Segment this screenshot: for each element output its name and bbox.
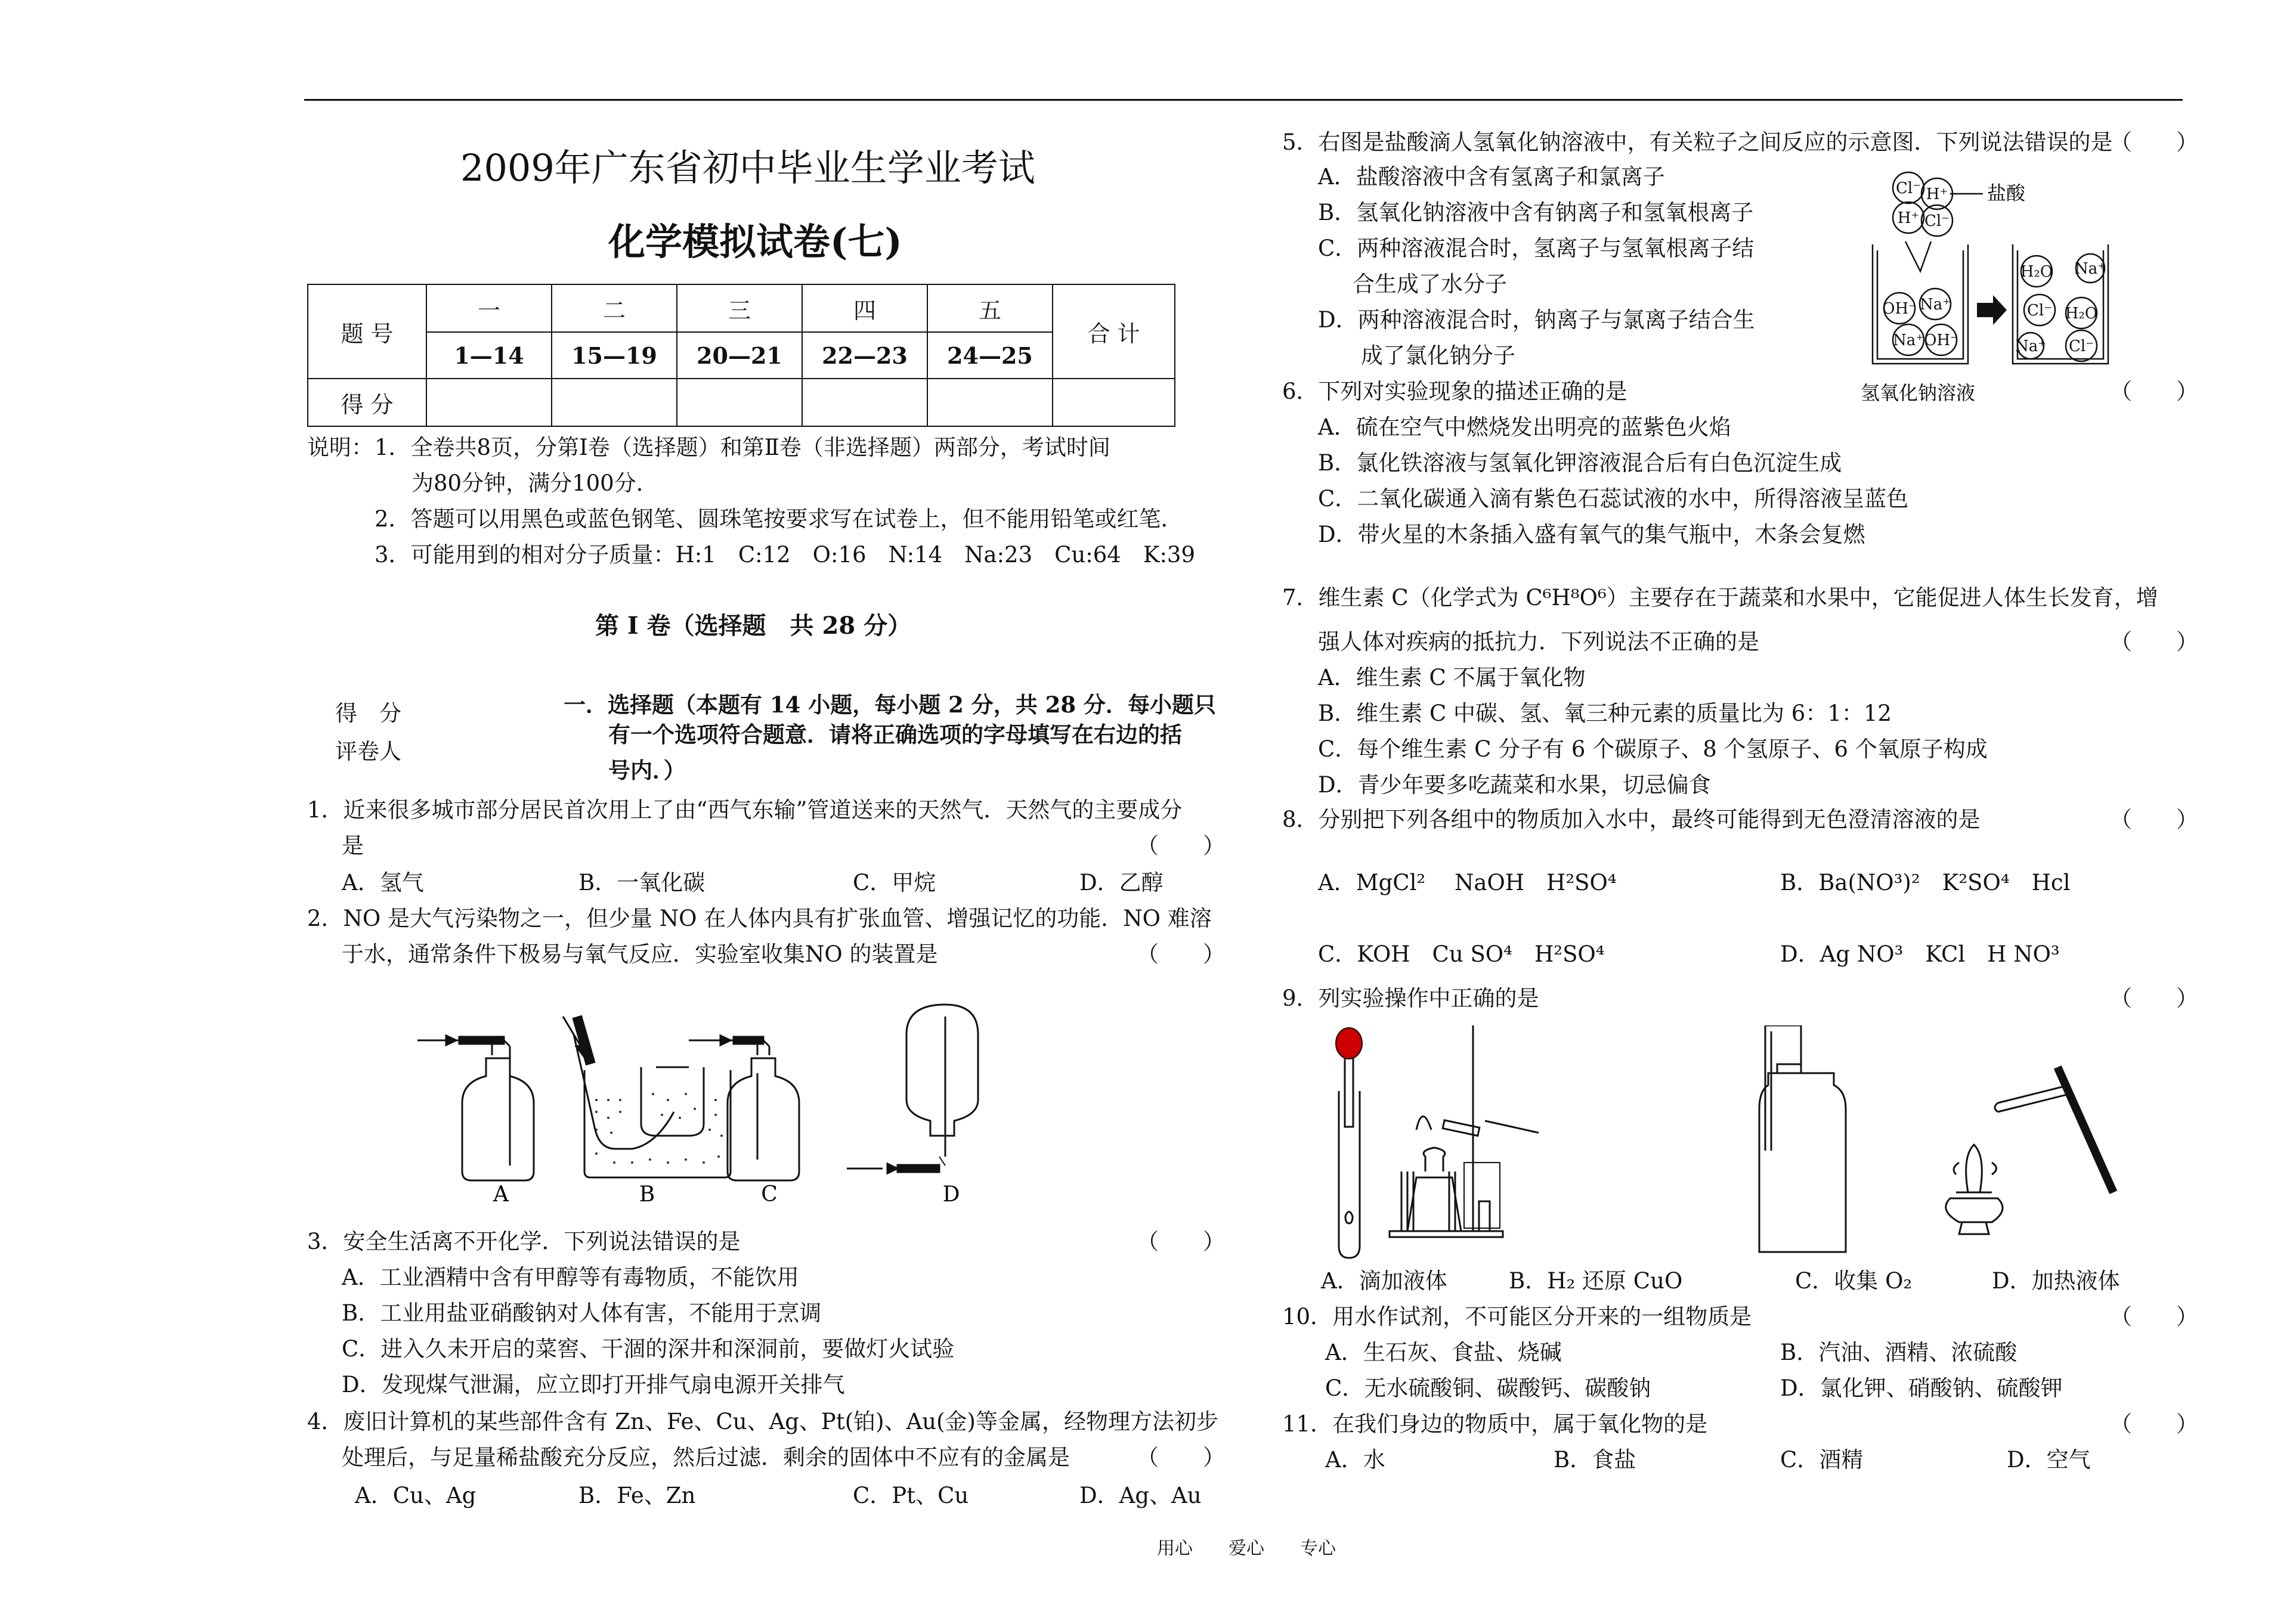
ion-label: Na⁺ [1920,296,1951,314]
question-5-option: D．两种溶液混合时，钠离子与氯离子结合生 [1318,307,1755,333]
answer-bracket[interactable]: （ ） [2110,985,2198,1011]
question-7-option: B．维生素 C 中碳、氢、氧三种元素的质量比为 6：1：12 [1318,701,1892,726]
ion-label: Na⁺ [1893,331,1924,349]
score-table-section: 四 [802,284,927,332]
question-11-option: C．酒精 [1780,1447,1864,1473]
score-table-section: 五 [927,284,1053,332]
answer-bracket[interactable]: （ ） [2110,807,2198,832]
question-3-option: B．工业用盐亚硝酸钠对人体有害，不能用于烹调 [342,1300,822,1326]
question-4-option: D．Ag、Au [1079,1483,1202,1508]
question-11-option: D．空气 [2007,1447,2091,1473]
question-7-stem: 7．维生素 C（化学式为 C⁶H⁸O⁶）主要存在于蔬菜和水果中，它能促进人体生长发育，增 [1282,585,2158,610]
question-3-option: C．进入久未开启的菜窖、干涸的深井和深洞前，要做灯火试验 [342,1336,955,1362]
question-1-option: A．氢气 [342,870,424,895]
question-9-option: A．滴加液体 [1321,1268,1447,1294]
ion-label: Na⁺ [2075,260,2106,278]
question-5-option: B．氢氧化钠溶液中含有钠离子和氢氧根离子 [1318,200,1754,225]
question-5-option: C．两种溶液混合时，氢离子与氢氧根离子结 [1318,235,1755,261]
ion-label: H⁺ [1926,185,1948,203]
ion-label: OH⁻ [1924,331,1958,349]
score-table-section: 一 [426,284,552,332]
exam-title: 2009年广东省初中毕业生学业考试 [460,146,1035,190]
lab-operations-figure [1306,1025,2153,1264]
question-5-option: 合生成了水分子 [1353,271,1507,297]
instructions-prefix: 说明： [307,435,373,460]
question-8-option: D．Ag NO³ KCl H NO³ [1780,941,2060,967]
question-3-stem: 3．安全生活离不开化学．下列说法错误的是 [307,1229,741,1254]
question-10-option: B．汽油、酒精、浓硫酸 [1780,1340,2017,1365]
question-1-stem: 1．近来很多城市部分居民首次用上了由“西气东输”管道送来的天然气．天然气的主要成分 [307,797,1183,823]
score-label: 得 分 [335,701,401,726]
figure-label: C [761,1182,778,1201]
ion-label: Na⁺ [2015,337,2046,355]
answer-bracket[interactable]: （ ） [2110,1304,2198,1329]
molecule-label: H₂O [2020,263,2053,281]
score-table-range: 1—14 [426,332,552,379]
score-table [307,284,1175,427]
score-cell[interactable] [677,379,802,426]
question-6-option: A．硫在空气中燃烧发出明亮的蓝紫色火焰 [1318,414,1731,440]
question-1-option: D．乙醇 [1079,870,1164,895]
score-cell[interactable] [552,379,677,426]
acid-label: 盐酸 [1987,182,2026,204]
molecule-label: H₂O [2065,305,2098,323]
figure-label: D [942,1182,960,1201]
ion-label: OH⁻ [1882,300,1917,318]
question-6-option: B．氯化铁溶液与氢氧化钾溶液混合后有白色沉淀生成 [1318,450,1842,476]
question-4-option: C．Pt、Cu [853,1483,969,1508]
score-table-section: 二 [552,284,677,332]
score-table-total-label: 合 计 [1053,284,1175,379]
section-instruction: 号内．） [608,757,686,783]
ion-label: Cl⁻ [1924,212,1950,230]
grader-label: 评卷人 [335,739,401,764]
question-5-stem: 5．右图是盐酸滴人氢氧化钠溶液中，有关粒子之间反应的示意图．下列说法错误的是 [1282,129,2113,155]
figure-label: A [493,1182,509,1201]
question-8-stem: 8．分别把下列各组中的物质加入水中，最终可能得到无色澄清溶液的是 [1282,807,1981,832]
section-instruction: 有一个选项符合题意．请将正确选项的字母填写在右边的括 [608,721,1182,748]
question-9-stem: 9．列实验操作中正确的是 [1282,985,1539,1011]
instruction-line: 1．全卷共8页，分第Ⅰ卷（选择题）和第Ⅱ卷（非选择题）两部分，考试时间 [375,435,1110,460]
ion-reaction-figure [1861,167,2141,405]
answer-bracket[interactable]: （ ） [2110,379,2198,404]
score-table-range: 24—25 [927,332,1053,379]
question-2-stem: 于水，通常条件下极易与氧气反应．实验室收集NO 的装置是 [342,941,938,967]
score-table-range: 22—23 [802,332,927,379]
question-6-option: D．带火星的木条插入盛有氧气的集气瓶中，木条会复燃 [1318,522,1865,547]
page-footer: 用心 爱心 专心 [1157,1538,1336,1559]
question-6-option: C．二氧化碳通入滴有紫色石蕊试液的水中，所得溶液呈蓝色 [1318,486,1909,512]
ion-label: H⁺ [1897,209,1920,227]
exam-subtitle: 化学模拟试卷(七) [608,220,902,264]
instruction-line: 3．可能用到的相对分子质量：H:1 C:12 O:16 N:14 Na:23 Cu:64 K:39 [375,542,1196,568]
score-table-range: 15—19 [552,332,677,379]
answer-bracket[interactable]: （ ） [2110,1411,2198,1437]
answer-bracket[interactable]: （ ） [1137,833,1225,859]
answer-bracket[interactable]: （ ） [1137,941,1225,967]
answer-bracket[interactable]: （ ） [2110,629,2198,655]
ion-label: Cl⁻ [1896,179,1921,197]
base-solution-label: 氢氧化钠溶液 [1861,382,1976,404]
section-instruction: 一．选择题（本题有 14 小题，每小题 2 分，共 28 分．每小题只 [564,692,1217,718]
score-table-range: 20—21 [677,332,802,379]
answer-bracket[interactable]: （ ） [1137,1229,1225,1254]
top-rule [304,99,2183,101]
answer-bracket[interactable]: （ ） [2110,129,2198,155]
score-table-label-score: 得 分 [308,379,426,426]
question-9-option: D．加热液体 [1992,1268,2120,1294]
question-5-option: A．盐酸溶液中含有氢离子和氯离子 [1318,164,1665,190]
question-3-option: A．工业酒精中含有甲醇等有毒物质，不能饮用 [342,1265,799,1290]
question-6-stem: 6．下列对实验现象的描述正确的是 [1282,379,1627,404]
instruction-line: 为80分钟，满分100分． [411,470,658,496]
question-8-option: B．Ba(NO³)² K²SO⁴ Hcl [1780,870,2071,895]
instruction-line: 2．答题可以用黑色或蓝色钢笔、圆珠笔按要求写在试卷上，但不能用铅笔或红笔． [375,506,1183,532]
answer-bracket[interactable]: （ ） [1137,1445,1225,1470]
question-4-option: A．Cu、Ag [355,1483,476,1508]
part1-heading: 第 I 卷（选择题 共 28 分） [595,612,912,640]
question-1-option: B．一氧化碳 [578,870,705,895]
score-cell[interactable] [802,379,927,426]
question-1-option: C．甲烷 [853,870,936,895]
figure-label: B [639,1182,655,1201]
question-5-option: 成了氯化钠分子 [1361,343,1515,368]
question-11-stem: 11．在我们身边的物质中，属于氧化物的是 [1282,1411,1708,1437]
question-7-option: A．维生素 C 不属于氧化物 [1318,665,1586,690]
question-7-option: D．青少年要多吃蔬菜和水果，切忌偏食 [1318,772,1711,798]
score-cell[interactable] [927,379,1053,426]
question-11-option: A．水 [1325,1447,1385,1473]
question-1-stem: 是 [342,833,364,859]
question-11-option: B．食盐 [1554,1447,1636,1473]
question-3-option: D．发现煤气泄漏，应立即打开排气扇电源开关排气 [342,1372,845,1397]
ion-label: Cl⁻ [2027,302,2052,320]
score-table-label-number: 题 号 [308,284,426,379]
question-4-stem: 处理后，与足量稀盐酸充分反应，然后过滤．剩余的固体中不应有的金属是 [342,1445,1070,1470]
question-9-option: C．收集 O₂ [1795,1268,1913,1294]
question-4-option: B．Fe、Zn [578,1483,696,1508]
question-8-option: C．KOH Cu SO⁴ H²SO⁴ [1318,941,1605,967]
question-10-option: D．氯化钾、硝酸钠、硫酸钾 [1780,1375,2063,1401]
ion-label: Cl⁻ [2069,337,2094,355]
score-total-cell[interactable] [1053,379,1175,426]
question-10-option: C．无水硫酸铜、碳酸钙、碳酸钠 [1325,1375,1651,1401]
question-4-stem: 4．废旧计算机的某些部件含有 Zn、Fe、Cu、Ag、Pt(铂)、Au(金)等金属，经物理方法初步 [307,1409,1218,1434]
question-10-option: A．生石灰、食盐、烧碱 [1325,1340,1562,1365]
score-table-section: 三 [677,284,802,332]
question-7-stem: 强人体对疾病的抵抗力．下列说法不正确的是 [1318,629,1759,655]
question-9-option: B．H₂ 还原 CuO [1509,1268,1683,1294]
question-7-option: C．每个维生素 C 分子有 6 个碳原子、8 个氢原子、6 个氧原子构成 [1318,736,1988,762]
gas-collection-figure [406,993,1026,1201]
question-10-stem: 10．用水作试剂，不可能区分开来的一组物质是 [1282,1304,1752,1329]
score-cell[interactable] [426,379,552,426]
question-8-option: A．MgCl² NaOH H²SO⁴ [1318,870,1617,895]
question-2-stem: 2．NO 是大气污染物之一，但少量 NO 在人体内具有扩张血管、增强记忆的功能．NO 难溶 [307,906,1212,931]
